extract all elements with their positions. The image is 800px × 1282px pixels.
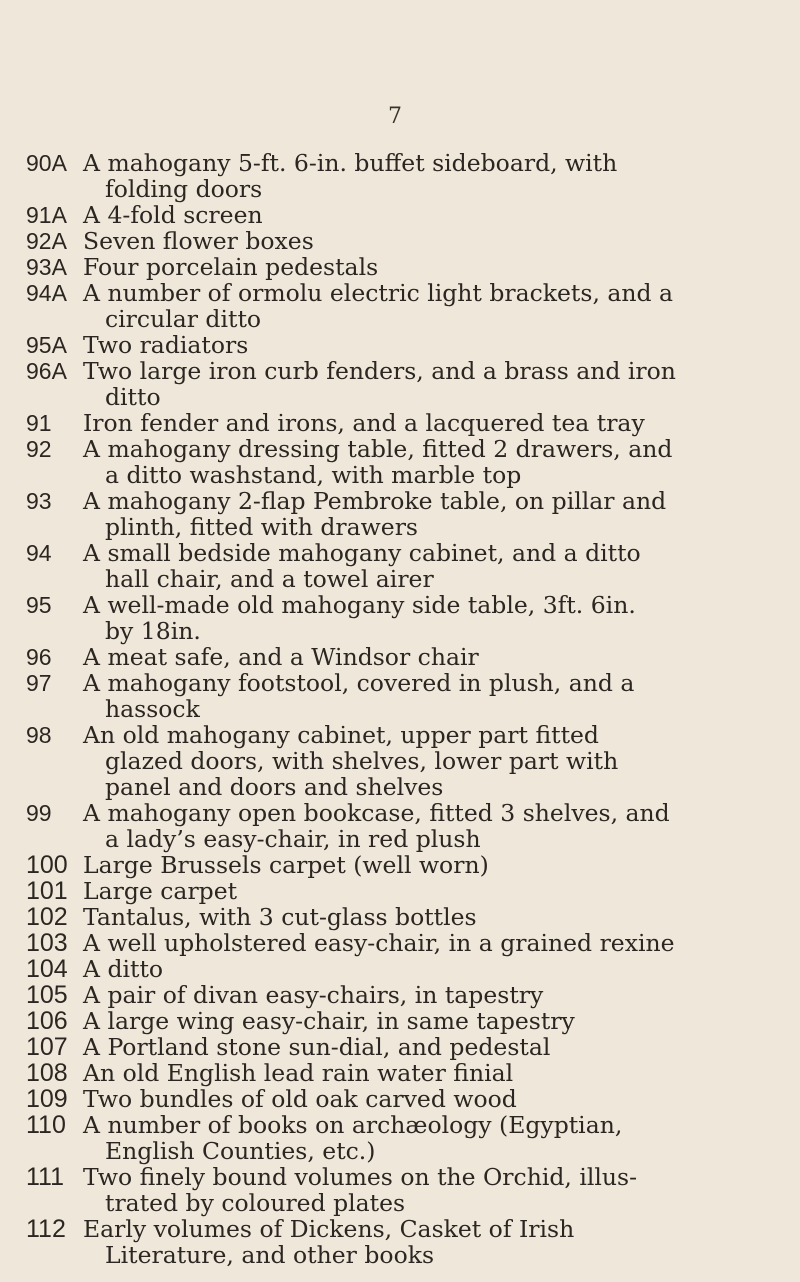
lot-number: 91A: [26, 202, 67, 228]
lot-entry: [26, 1008, 766, 1034]
lot-number: 112: [26, 1215, 66, 1243]
lot-description-line: panel and doors and shelves: [105, 773, 444, 801]
lot-number: 100: [26, 851, 68, 879]
lot-description-line: A well upholstered easy-chair, in a grained rexine: [83, 929, 675, 957]
lot-description-line: English Counties, etc.): [105, 1137, 376, 1165]
lot-description-line: by 18in.: [105, 617, 201, 645]
lot-entry: [26, 956, 766, 982]
lot-description: [83, 592, 766, 644]
lot-entry: [26, 1086, 766, 1112]
lot-description: [83, 228, 766, 254]
lot-number: 106: [26, 1007, 68, 1035]
lot-description-line: An old mahogany cabinet, upper part fitted: [83, 721, 599, 749]
lot-number: 92A: [26, 228, 67, 254]
lot-number: 96: [26, 644, 52, 670]
lot-description: [83, 540, 766, 592]
lot-entry: [26, 982, 766, 1008]
lot-entry: [26, 1034, 766, 1060]
lot-description: [83, 852, 766, 878]
lot-description-line: A small bedside mahogany cabinet, and a ditto: [83, 539, 641, 567]
lot-description: [83, 722, 766, 800]
lot-description-line: Tantalus, with 3 cut-glass bottles: [83, 903, 477, 931]
lot-description: [83, 1112, 766, 1164]
catalogue-list: [26, 150, 766, 1268]
lot-description: [83, 150, 766, 202]
lot-description-line: A mahogany open bookcase, fitted 3 shelves, and: [83, 799, 670, 827]
lot-description-line: A ditto: [83, 955, 164, 983]
lot-description: [83, 982, 766, 1008]
lot-description-line: Seven flower boxes: [83, 227, 314, 255]
lot-description: [83, 410, 766, 436]
lot-entry: [26, 410, 766, 436]
lot-description: [83, 1008, 766, 1034]
lot-number: 94A: [26, 280, 67, 306]
lot-description-line: Two large iron curb fenders, and a brass and iron: [83, 357, 676, 385]
lot-entry: [26, 878, 766, 904]
lot-entry: [26, 592, 766, 644]
lot-number: 95A: [26, 332, 67, 358]
lot-description-line: trated by coloured plates: [105, 1189, 406, 1217]
lot-number: 111: [26, 1163, 65, 1191]
lot-description: [83, 670, 766, 722]
lot-description-line: plinth, fitted with drawers: [105, 513, 418, 541]
lot-entry: [26, 644, 766, 670]
lot-description-line: Two finely bound volumes on the Orchid, illus-: [83, 1163, 638, 1191]
lot-description-line: Iron fender and irons, and a lacquered tea tray: [83, 409, 645, 437]
lot-entry: [26, 930, 766, 956]
lot-description: [83, 878, 766, 904]
lot-description-line: A large wing easy-chair, in same tapestry: [83, 1007, 575, 1035]
lot-entry: [26, 254, 766, 280]
lot-description-line: An old English lead rain water finial: [83, 1059, 514, 1087]
lot-entry: [26, 540, 766, 592]
lot-entry: [26, 202, 766, 228]
lot-entry: [26, 1164, 766, 1216]
lot-number: 108: [26, 1059, 68, 1087]
lot-entry: [26, 488, 766, 540]
lot-description-line: circular ditto: [105, 305, 262, 333]
lot-description: [83, 280, 766, 332]
lot-description: [83, 1034, 766, 1060]
lot-number: 104: [26, 955, 68, 983]
lot-description-line: hassock: [105, 695, 200, 723]
lot-number: 98: [26, 722, 52, 748]
lot-number: 105: [26, 981, 68, 1009]
lot-number: 109: [26, 1085, 68, 1113]
lot-number: 93A: [26, 254, 67, 280]
lot-description-line: A number of ormolu electric light brackets, and a: [83, 279, 674, 307]
lot-description-line: A mahogany dressing table, fitted 2 drawers, and: [83, 435, 673, 463]
lot-number: 110: [26, 1111, 66, 1139]
lot-number: 97: [26, 670, 52, 696]
lot-entry: [26, 904, 766, 930]
lot-description-line: Two radiators: [83, 331, 249, 359]
lot-description-line: glazed doors, with shelves, lower part with: [105, 747, 619, 775]
lot-description: [83, 1216, 766, 1268]
lot-entry: [26, 436, 766, 488]
lot-number: 101: [26, 877, 68, 905]
lot-description-line: A mahogany 5-ft. 6-in. buffet sideboard, with: [83, 149, 618, 177]
lot-entry: [26, 722, 766, 800]
lot-description-line: Large carpet: [83, 877, 238, 905]
lot-entry: [26, 150, 766, 202]
lot-number: 102: [26, 903, 68, 931]
lot-description: [83, 488, 766, 540]
lot-description-line: A number of books on archæology (Egyptian,: [83, 1111, 623, 1139]
lot-description: [83, 956, 766, 982]
lot-number: 107: [26, 1033, 68, 1061]
lot-number: 94: [26, 540, 52, 566]
lot-description: [83, 904, 766, 930]
lot-entry: [26, 228, 766, 254]
lot-entry: [26, 1060, 766, 1086]
lot-number: 93: [26, 488, 52, 514]
lot-description-line: a lady’s easy-chair, in red plush: [105, 825, 481, 853]
lot-entry: [26, 800, 766, 852]
lot-number: 92: [26, 436, 52, 462]
lot-description-line: Four porcelain pedestals: [83, 253, 379, 281]
lot-number: 99: [26, 800, 52, 826]
lot-number: 103: [26, 929, 68, 957]
lot-number: 96A: [26, 358, 67, 384]
lot-description: [83, 644, 766, 670]
lot-description-line: A mahogany 2-flap Pembroke table, on pillar and: [83, 487, 667, 515]
lot-number: 95: [26, 592, 52, 618]
lot-description-line: ditto: [105, 383, 161, 411]
lot-description: [83, 332, 766, 358]
lot-entry: [26, 670, 766, 722]
lot-description-line: a ditto washstand, with marble top: [105, 461, 522, 489]
lot-entry: [26, 332, 766, 358]
lot-description-line: A Portland stone sun-dial, and pedestal: [83, 1033, 551, 1061]
lot-description-line: A well-made old mahogany side table, 3ft. 6in.: [83, 591, 636, 619]
lot-entry: [26, 852, 766, 878]
lot-number: 91: [26, 410, 52, 436]
lot-description-line: A meat safe, and a Windsor chair: [83, 643, 479, 671]
lot-description-line: hall chair, and a towel airer: [105, 565, 434, 593]
lot-description: [83, 1164, 766, 1216]
page-number: 7: [388, 104, 402, 129]
lot-description-line: folding doors: [105, 175, 263, 203]
lot-entry: [26, 1216, 766, 1268]
lot-description: [83, 1086, 766, 1112]
lot-description-line: A pair of divan easy-chairs, in tapestry: [83, 981, 544, 1009]
lot-description: [83, 800, 766, 852]
lot-description: [83, 254, 766, 280]
lot-number: 90A: [26, 150, 67, 176]
lot-description: [83, 358, 766, 410]
lot-description: [83, 930, 766, 956]
lot-description-line: Large Brussels carpet (well worn): [83, 851, 489, 879]
lot-description: [83, 1060, 766, 1086]
lot-entry: [26, 280, 766, 332]
lot-description-line: A 4-fold screen: [83, 201, 263, 229]
lot-entry: [26, 358, 766, 410]
lot-description-line: Two bundles of old oak carved wood: [83, 1085, 517, 1113]
lot-entry: [26, 1112, 766, 1164]
lot-description: [83, 202, 766, 228]
lot-description-line: A mahogany footstool, covered in plush, and a: [83, 669, 635, 697]
lot-description-line: Literature, and other books: [105, 1241, 435, 1269]
lot-description-line: Early volumes of Dickens, Casket of Irish: [83, 1215, 575, 1243]
lot-description: [83, 436, 766, 488]
